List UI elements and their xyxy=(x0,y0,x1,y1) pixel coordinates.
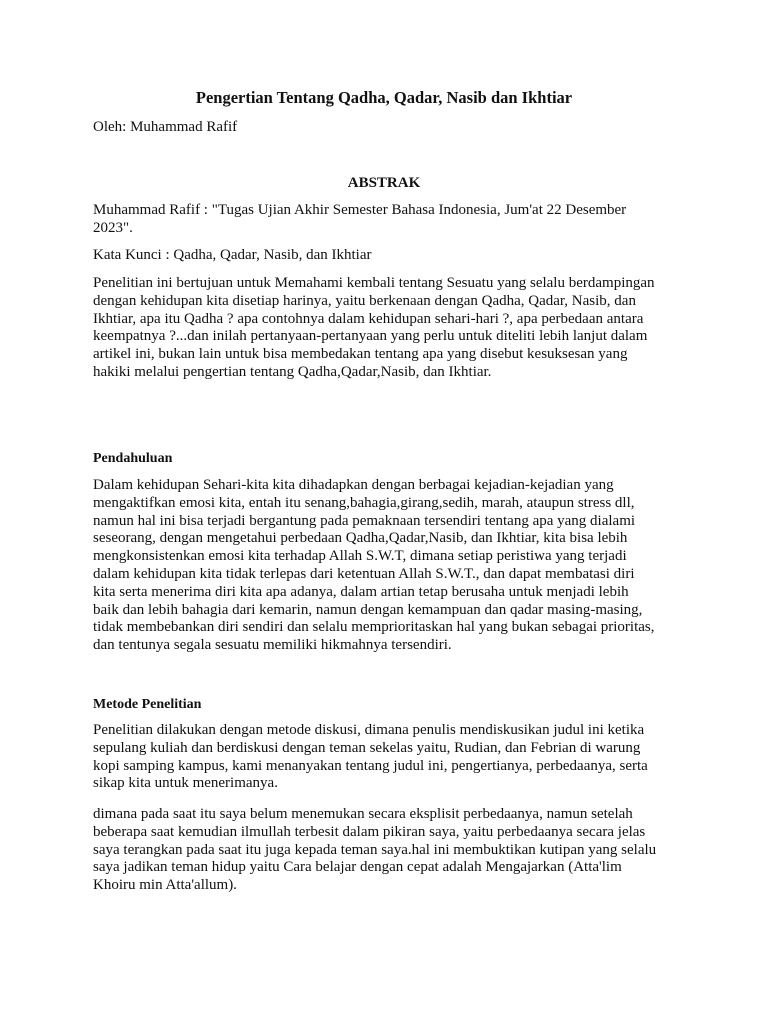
text-line: sikap kita untuk menerimanya. xyxy=(93,775,278,792)
text-line: Dalam kehidupan Sehari-kita kita dihadapkan dengan berbagai kejadian-kejadian yang xyxy=(93,477,614,493)
text-line: namun hal ini bisa terjadi bergantung pada pemaknaan tersendiri tentang apa yang dialami xyxy=(93,512,636,529)
metode-paragraph-2 xyxy=(93,806,683,895)
text-line: Penelitian dilakukan dengan metode diskusi, dimana penulis mendiskusikan judul ini ketika xyxy=(93,722,645,738)
page-title: Pengertian Tentang Qadha, Qadar, Nasib dan Ikhtiar xyxy=(195,88,573,107)
pendahuluan-body xyxy=(93,477,683,655)
text-line: kita serta menerima diri kita apa adanya, dalam artian tetap berusaha untuk menjadi lebih xyxy=(93,583,629,600)
abstract-body xyxy=(93,275,683,382)
text-line: baik dan lebih bahagia dari kemarin, namun dengan kemampuan dan qadar masing-masing, xyxy=(93,601,643,618)
text-line: dimana pada saat itu saya belum menemukan secara eksplisit perbedaanya, namun setelah xyxy=(93,806,633,822)
text-line: seseorang, dengan mengetahui perbedaan Qadha,Qadar,Nasib, dan Ikhtiar, kita bisa lebih xyxy=(93,530,628,547)
text-line: mengkonsistenkan emosi kita terhadap Allah S.W.T, dimana setiap peristiwa yang terjadi xyxy=(93,548,627,565)
text-line: dengan kehidupan kita disetiap harinya, yaitu berkenaan dengan Qadha, Qadar, Nasib, dan xyxy=(93,292,636,309)
metode-paragraph-1 xyxy=(93,722,683,793)
text-line: artikel ini, bukan lain untuk bisa membedakan tentang apa yang disebut kesuksesan yang xyxy=(93,346,628,363)
text-line: mengaktifkan emosi kita, entah itu senang,bahagia,girang,sedih, marah, ataupun stress dll, xyxy=(93,494,635,511)
text-line: kopi samping kampus, kami menanyakan tentang judul ini, pengertianya, perbedaanya, serta xyxy=(93,757,648,774)
abstract-citation xyxy=(93,202,683,238)
author-line: Oleh: Muhammad Rafif xyxy=(93,119,238,135)
text-line: tidak membebankan diri sendiri dan selalu memprioritaskan hal yang bukan sebagai prioritas, xyxy=(93,619,655,636)
section-heading-metode: Metode Penelitian xyxy=(93,697,202,712)
text-line: dalam kehidupan kita tidak terlepas dari ketentuan Allah S.W.T., dan dapat membatasi diri xyxy=(93,565,635,582)
text-line: saya jadikan teman hidup yaitu Cara belajar dengan cepat adalah Mengajarkan (Atta'lim xyxy=(93,859,622,876)
text-line: hakiki melalui pengertian tentang Qadha,Qadar,Nasib, dan Ikhtiar. xyxy=(93,363,492,380)
text-line: beberapa saat kemudian ilmullah terbesit dalam pikiran saya, yaitu perbedaanya secara jelas xyxy=(93,823,646,840)
text-line: Muhammad Rafif : "Tugas Ujian Akhir Semester Bahasa Indonesia, Jum'at 22 Desember xyxy=(93,202,627,218)
text-line: keempatnya ?...dan inilah pertanyaan-pertanyaan yang perlu untuk diteliti lebih lanjut dalam xyxy=(93,328,648,345)
section-heading-pendahuluan: Pendahuluan xyxy=(93,451,173,466)
text-line: Ikhtiar, apa itu Qadha ? apa contohnya dalam kehidupan sehari-hari ?, apa perbedaan antara xyxy=(93,310,644,327)
text-line: saya terangkan pada saat itu juga kepada teman saya.hal ini membuktikan kutipan yang selalu xyxy=(93,841,657,858)
abstract-keywords: Kata Kunci : Qadha, Qadar, Nasib, dan Ikhtiar xyxy=(93,247,372,263)
text-line: 2023". xyxy=(93,219,133,236)
abstract-heading: ABSTRAK xyxy=(347,175,421,191)
text-line: Penelitian ini bertujuan untuk Memahami kembali tentang Sesuatu yang selalu berdampingan xyxy=(93,275,655,291)
text-line: sepulang kuliah dan berdiskusi dengan teman sekelas yaitu, Rudian, dan Febrian di warung xyxy=(93,739,641,756)
text-line: dan tentunya segala sesuatu memiliki hikmahnya tersendiri. xyxy=(93,637,452,654)
text-line: Khoiru min Atta'allum). xyxy=(93,877,237,894)
